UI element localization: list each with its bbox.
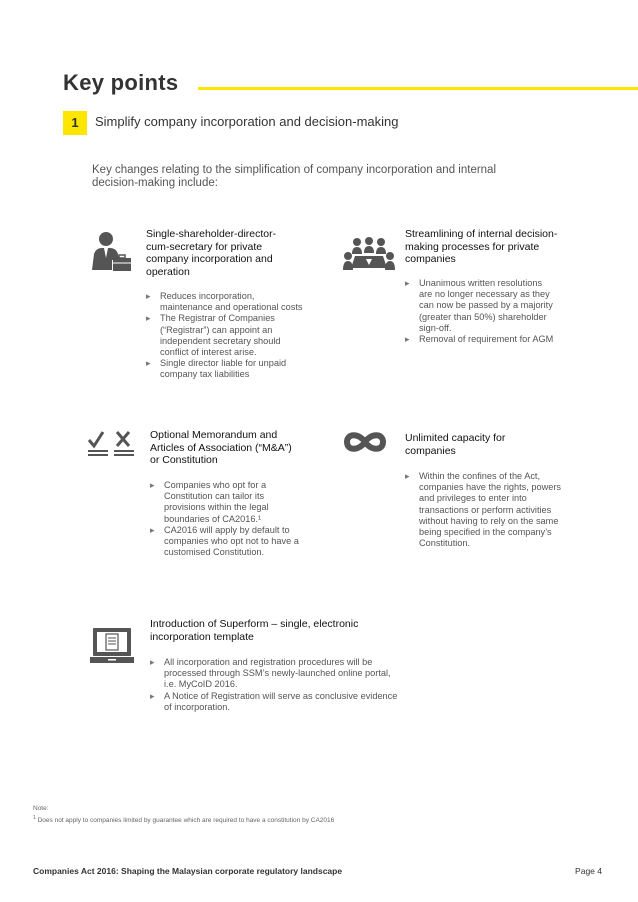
feature-title-optional-ma: Optional Memorandum and Articles of Association (“M&A”) or Constitution <box>150 429 292 466</box>
footnote-marker: 1 <box>33 814 36 821</box>
feature-bullets-single-shareholder <box>146 291 306 381</box>
feature-title-streamlining: Streamlining of internal decision-making processes for private companies <box>405 228 558 265</box>
list-item: ▸ A Notice of Registration will serve as conclusive evidence of incorporation. <box>150 691 400 713</box>
feature-title-superform: Introduction of Superform – single, electronic incorporation template <box>150 618 359 643</box>
list-item: ▸ Reduces incorporation, maintenance and operational costs <box>146 291 306 313</box>
list-item: ▸ The Registrar of Companies (“Registrar”) can appoint an independent secretary should conflict of interest arise. <box>146 313 306 358</box>
feature-title-single-shareholder: Single-shareholder-director-cum-secretary for private company incorporation and operation <box>146 228 277 278</box>
feature-bullets-streamlining <box>405 278 555 345</box>
list-item: ▸ All incorporation and registration procedures will be processed through SSM’s newly-launched online portal, i.e. MyCoID 2016. <box>150 657 400 691</box>
title-rule <box>198 87 638 90</box>
footer-page-number: Page 4 <box>575 866 602 876</box>
footnote-label: Note: <box>33 805 49 812</box>
check-cross-documents-icon <box>86 430 136 460</box>
footnote <box>33 805 334 825</box>
list-item: ▸ CA2016 will apply by default to companies who opt not to have a customised Constitution. <box>150 525 300 559</box>
laptop-document-icon <box>90 626 134 666</box>
list-item: ▸ Within the confines of the Act, companies have the rights, powers and privileges to enter into transactions or perform activities without having to rely on the same being specified in the company’s Constitution. <box>405 471 565 549</box>
page-title: Key points <box>63 70 179 95</box>
feature-bullets-optional-ma <box>150 480 300 558</box>
infinity-icon <box>341 430 389 454</box>
businessman-briefcase-icon <box>90 230 134 274</box>
feature-bullets-superform <box>150 657 400 713</box>
section-title: Simplify company incorporation and decision-making <box>95 114 399 129</box>
list-item: ▸ Removal of requirement for AGM <box>405 334 555 345</box>
intro-text: Key changes relating to the simplification of company incorporation and internal decision-making include: <box>92 164 497 189</box>
section-number-badge: 1 <box>63 111 87 135</box>
list-item: ▸ Companies who opt for a Constitution can tailor its provisions within the legal boundaries of CA2016.¹ <box>150 480 300 525</box>
feature-title-unlimited-capacity: Unlimited capacity for companies <box>405 432 506 457</box>
footnote-text: Does not apply to companies limited by guarantee which are required to have a constitution by CA2016 <box>37 816 335 824</box>
footnote-text-row <box>33 814 334 826</box>
list-item: ▸ Single director liable for unpaid company tax liabilities <box>146 358 306 380</box>
feature-bullets-unlimited-capacity <box>405 471 565 549</box>
footer-document-title: Companies Act 2016: Shaping the Malaysian corporate regulatory landscape <box>33 866 343 876</box>
list-item: ▸ Unanimous written resolutions are no longer necessary as they can now be passed by a majority (greater than 50%) shareholder sign-off. <box>405 278 555 334</box>
meeting-table-icon <box>343 236 395 272</box>
